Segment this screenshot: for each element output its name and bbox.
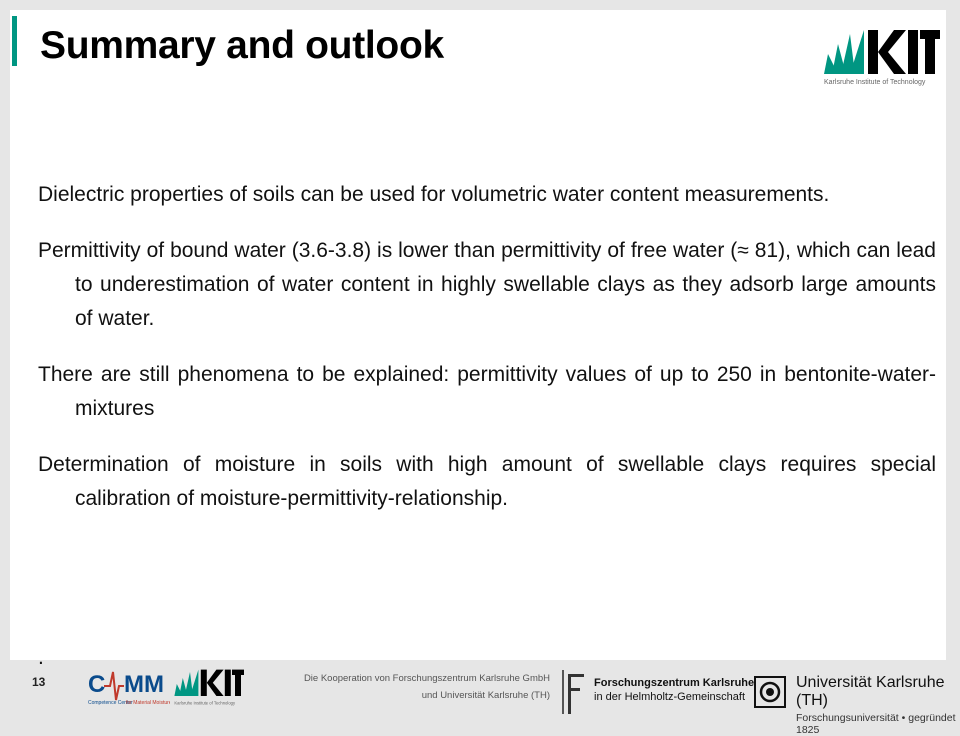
cooperation-text [250, 670, 550, 704]
cmm-logo-icon [86, 664, 170, 716]
cmm-letters-mm: MM [124, 671, 164, 698]
university-tagline: Forschungsuniversität • gegründet 1825 [796, 712, 956, 736]
cmm-letter-c: C [88, 671, 106, 698]
slide [10, 10, 946, 669]
university-seal-icon [754, 676, 786, 708]
title-accent-bar [12, 16, 17, 66]
summary-paragraph: Permittivity of bound water (3.6-3.8) is lower than permittivity of free water (≈ 81), which can lead to underestimation of water content in highly swellable clays as they adsorb large amounts of water. [38, 239, 936, 330]
cooperation-line-2: und Universität Karlsruhe (TH) [421, 690, 550, 701]
kit-logo-small-icon [172, 666, 244, 714]
cmm-caption-right: for Material Moisture [126, 700, 170, 706]
fzk-line-2: in der Helmholtz-Gemeinschaft [594, 691, 746, 703]
cmm-logo [86, 664, 170, 716]
kit-logo-icon [820, 24, 940, 79]
page-title: Summary and outlook [40, 24, 444, 67]
kit-logo [820, 24, 940, 94]
page-number: 13 [32, 675, 46, 689]
kit-logo-caption: Karlsruhe Institute of Technology [824, 79, 926, 86]
cmm-caption-left: Competence Center [88, 700, 133, 706]
trailing-dot: . [38, 646, 44, 669]
summary-paragraph: Determination of moisture in soils with high amount of swellable clays requires special calibration of moisture-permittivity-relationship. [38, 453, 936, 510]
cooperation-line-1: Die Kooperation von Forschungszentrum Karlsruhe GmbH [303, 673, 550, 684]
footer [0, 660, 960, 736]
university-name: Universität Karlsruhe (TH) [796, 674, 945, 709]
summary-paragraph: Dielectric properties of soils can be used for volumetric water content measurements. [38, 183, 830, 206]
university-text [796, 674, 960, 736]
fzk-text [594, 676, 754, 704]
summary-paragraph: There are still phenomena to be explained: permittivity values of up to 250 in bentonite-water-mixtures [38, 363, 936, 420]
summary-content [38, 178, 936, 538]
kit-logo-small-caption: Karlsruhe Institute of Technology [174, 700, 236, 706]
fzk-line-1: Forschungszentrum Karlsruhe [594, 677, 755, 689]
kit-logo-small [172, 666, 244, 714]
fzk-logo-icon [560, 666, 588, 716]
